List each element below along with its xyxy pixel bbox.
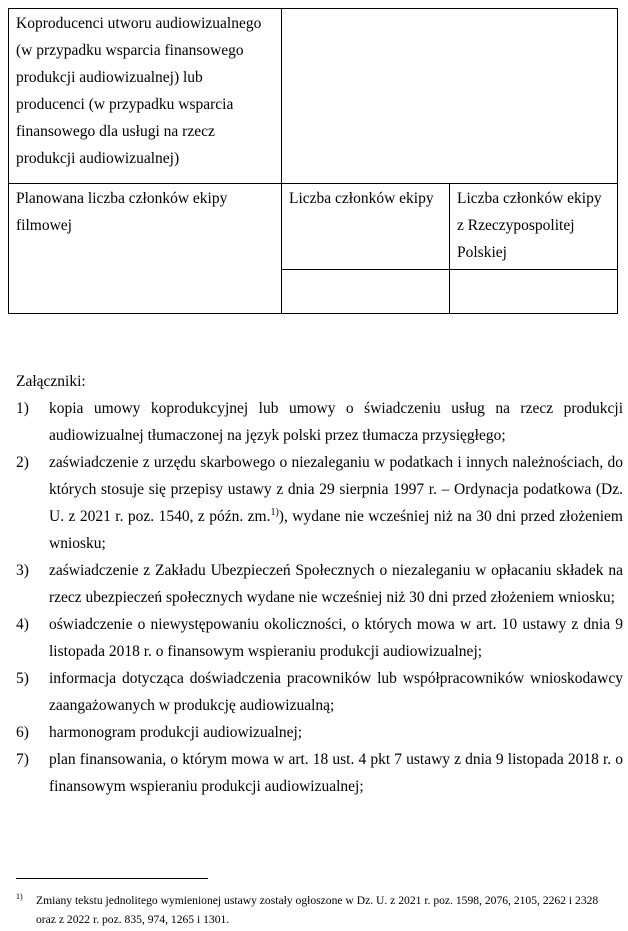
crew-count-header: Liczba członków ekipy: [282, 184, 450, 270]
footnote-text: Zmiany tekstu jednolitego wymienionej ustawy zostały ogłoszone w Dz. U. z 2021 r. poz. 1598, 2076, 2105, 2262 i 2328 oraz z 2022 r. poz. 835, 974, 1265 i 1301.: [36, 894, 599, 926]
crew-label-cell: Planowana liczba członków ekipy filmowej: [9, 184, 282, 314]
footnote-reference[interactable]: 1): [270, 506, 279, 518]
attachment-item: [16, 746, 623, 800]
attachment-number: 4): [16, 616, 29, 633]
attachment-text: plan finansowania, o którym mowa w art. 18 ust. 4 pkt 7 ustawy z dnia 9 listopada 2018 r. o finansowym wspieraniu produkcji audiowizualnej;: [49, 751, 623, 795]
attachment-item: [16, 611, 623, 665]
application-form-table: [8, 8, 618, 314]
attachment-item: [16, 557, 623, 611]
attachment-text: informacja dotycząca doświadczenia pracowników lub współpracowników wnioskodawcy zaangażowanych w produkcję audiowizualną;: [49, 670, 623, 714]
attachment-text: harmonogram produkcji audiowizualnej;: [49, 724, 303, 741]
attachment-text: zaświadczenie z Zakładu Ubezpieczeń Społecznych o niezaleganiu w opłacaniu składek na rzecz ubezpieczeń społecznych wydane nie wcześniej niż 30 dni przed złożeniem wniosku;: [49, 562, 623, 606]
attachment-text: kopia umowy koprodukcyjnej lub umowy o świadczeniu usług na rzecz produkcji audiowizualnej tłumaczonej na język polski przez tłumacza przysięgłego;: [49, 400, 623, 444]
crew-count-value-cell[interactable]: [282, 270, 450, 314]
attachment-number: 5): [16, 670, 29, 687]
attachments-section: [16, 368, 623, 800]
attachments-heading: Załączniki:: [16, 373, 86, 390]
footnote-separator: [16, 878, 208, 879]
attachment-item: [16, 395, 623, 449]
crew-poland-header: Liczba członków ekipy z Rzeczypospolitej Polskiej: [450, 184, 618, 270]
coproducers-label-cell: Koproducenci utworu audiowizualnego (w przypadku wsparcia finansowego produkcji audiowizualnej) lub producenci (w przypadku wsparcia finansowego dla usługi na rzecz produkcji audiowizualnej): [9, 9, 282, 184]
attachment-number: 3): [16, 562, 29, 579]
attachment-text-part: zaświadczenie z urzędu skarbowego o niezaleganiu w podatkach i innych należnościach, do których stosuje się przepisy ustawy z dnia 29 sierpnia 1997 r. – Ordynacja podatkowa (Dz. U. z 2021 r. poz. 1540, z późn. zm.: [49, 454, 623, 525]
attachment-text: [49, 449, 623, 557]
attachment-number: 1): [16, 400, 29, 417]
attachment-number: 2): [16, 454, 29, 471]
attachment-number: 6): [16, 724, 29, 741]
attachment-number: 7): [16, 751, 29, 768]
attachment-item: [16, 665, 623, 719]
footnote-marker: 1): [16, 892, 23, 901]
coproducers-value-cell[interactable]: [282, 9, 618, 184]
attachment-item: [16, 449, 623, 557]
attachment-text-part: ), wydane nie wcześniej niż na 30 dni przed złożeniem wniosku;: [49, 508, 623, 552]
attachment-text: oświadczenie o niewystępowaniu okoliczności, o których mowa w art. 10 ustawy z dnia 9 listopada 2018 r. o finansowym wspieraniu produkcji audiowizualnej;: [49, 616, 623, 660]
crew-poland-value-cell[interactable]: [450, 270, 618, 314]
attachment-item: [16, 719, 623, 746]
footnote: [16, 891, 621, 929]
